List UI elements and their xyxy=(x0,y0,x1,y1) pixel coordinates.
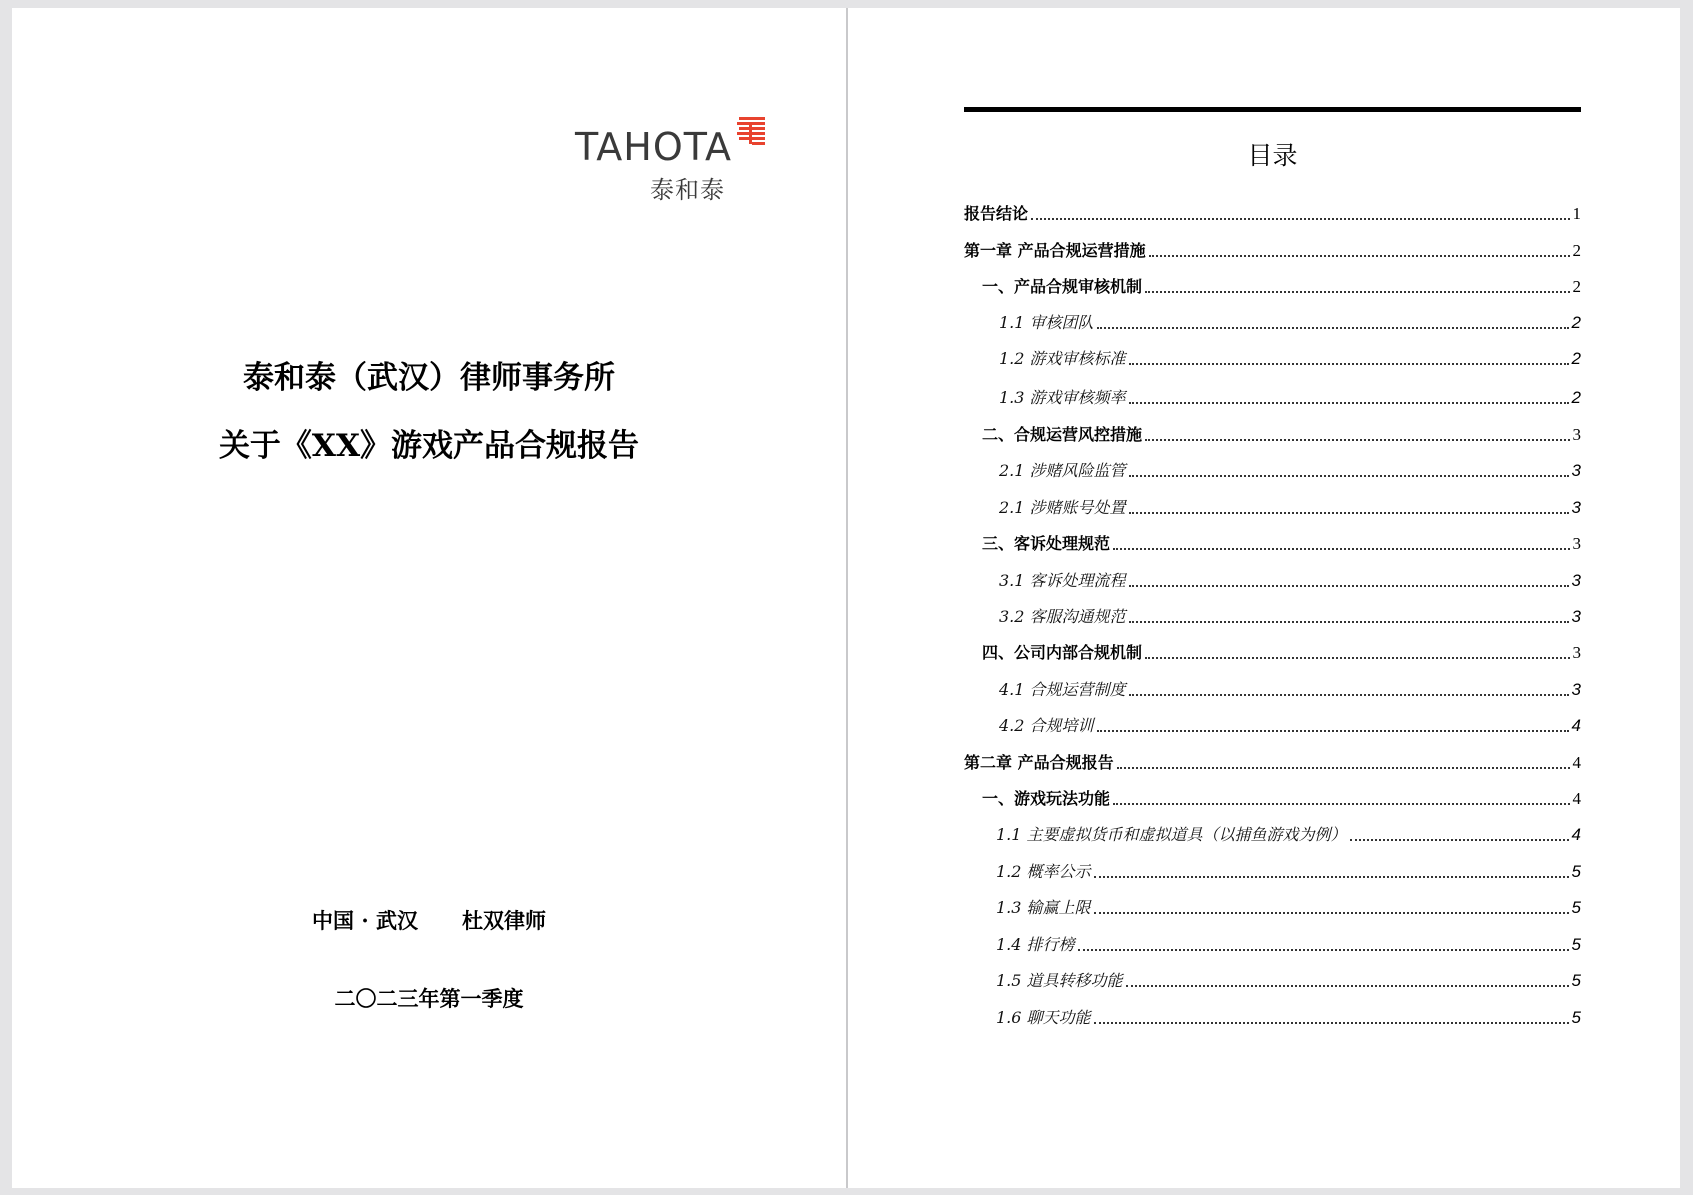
toc-dot-leader xyxy=(1129,584,1569,587)
cover-location: 中国 · 武汉 xyxy=(312,908,418,933)
toc-entry[interactable] xyxy=(964,787,1581,809)
toc-entry-label: 1.6 聊天功能 xyxy=(996,1008,1091,1027)
toc-entry-label: 2.1 涉赌风险监管 xyxy=(999,461,1126,480)
toc-entry-label: 1.5 道具转移功能 xyxy=(996,971,1123,990)
toc-dot-leader xyxy=(1094,875,1569,878)
toc-title: 目录 xyxy=(1247,141,1298,170)
toc-entry[interactable] xyxy=(964,496,1581,518)
toc-entry[interactable] xyxy=(964,678,1581,700)
toc-entry-page: 5 xyxy=(1571,935,1581,954)
toc-top-rule xyxy=(964,107,1581,112)
toc-entry[interactable] xyxy=(964,423,1581,445)
toc-entry-label: 3.1 客诉处理流程 xyxy=(999,571,1126,590)
toc-entry-page: 3 xyxy=(1571,607,1581,626)
toc-dot-leader xyxy=(1145,290,1569,293)
toc-entry-page: 3 xyxy=(1571,498,1581,517)
toc-entry-label: 第一章 产品合规运营措施 xyxy=(964,241,1146,260)
toc-entry-label: 1.4 排行榜 xyxy=(996,935,1075,954)
cover-author: 杜双律师 xyxy=(461,908,546,933)
toc-dot-leader xyxy=(1031,217,1569,220)
toc-entry-label: 二、合规运营风控措施 xyxy=(982,425,1143,444)
toc-entry-label: 1.2 游戏审核标准 xyxy=(999,349,1126,368)
toc-entry-page: 2 xyxy=(1572,277,1581,296)
toc-dot-leader xyxy=(1097,326,1569,329)
toc-entry-page: 3 xyxy=(1571,461,1581,480)
toc-entry[interactable] xyxy=(964,823,1581,845)
toc-entry-label: 3.2 客服沟通规范 xyxy=(999,607,1126,626)
logo-text-cn: 泰和泰 xyxy=(650,176,725,204)
toc-entry-page: 2 xyxy=(1572,241,1581,260)
toc-dot-leader xyxy=(1094,911,1569,914)
cover-location-author xyxy=(12,905,846,935)
toc-entry-label: 报告结论 xyxy=(964,204,1029,223)
toc-entry-page: 1 xyxy=(1572,204,1581,223)
toc-entry[interactable] xyxy=(964,311,1581,333)
cover-date: 二〇二三年第一季度 xyxy=(334,986,524,1011)
toc-entry[interactable] xyxy=(964,969,1581,991)
logo-mark-icon xyxy=(737,117,767,145)
toc-entry[interactable] xyxy=(964,860,1581,882)
toc-entry-label: 四、公司内部合规机制 xyxy=(982,643,1143,662)
toc-entry-label: 2.1 涉赌账号处置 xyxy=(999,498,1126,517)
toc-dot-leader xyxy=(1117,766,1570,769)
cover-title-firm: 泰和泰（武汉）律师事务所 xyxy=(243,360,615,396)
toc-entry-label: 4.1 合规运营制度 xyxy=(999,680,1126,699)
toc-dot-leader xyxy=(1350,838,1569,841)
toc-dot-leader xyxy=(1129,620,1569,623)
toc-entry-page: 5 xyxy=(1571,971,1581,990)
toc-dot-leader xyxy=(1129,511,1569,514)
toc-entry[interactable] xyxy=(964,605,1581,627)
toc-entry[interactable] xyxy=(964,714,1581,736)
toc-entry-page: 3 xyxy=(1571,680,1581,699)
tahota-logo xyxy=(575,115,775,205)
toc-entry-page: 3 xyxy=(1572,425,1581,444)
toc-entry-page: 2 xyxy=(1571,313,1581,332)
toc-entry[interactable] xyxy=(964,641,1581,663)
toc-entry[interactable] xyxy=(964,202,1581,224)
toc-entry[interactable] xyxy=(964,933,1581,955)
toc-entry[interactable] xyxy=(964,239,1581,261)
logo-text-en: TAHOTA xyxy=(575,125,732,169)
toc-entry-page: 4 xyxy=(1572,753,1581,772)
toc-entry-page: 2 xyxy=(1571,388,1581,407)
toc-entry[interactable] xyxy=(964,532,1581,554)
toc-dot-leader xyxy=(1149,254,1570,257)
toc-entry-page: 5 xyxy=(1571,1008,1581,1027)
toc-entry[interactable] xyxy=(964,386,1581,408)
toc-entry[interactable] xyxy=(964,275,1581,297)
toc-dot-leader xyxy=(1078,948,1569,951)
toc-entry-label: 三、客诉处理规范 xyxy=(982,534,1111,553)
toc-entry-page: 3 xyxy=(1572,534,1581,553)
toc-entry-page: 4 xyxy=(1571,716,1581,735)
toc-dot-leader xyxy=(1129,362,1569,365)
toc-dot-leader xyxy=(1097,729,1569,732)
toc-entry-page: 4 xyxy=(1572,789,1581,808)
toc-dot-leader xyxy=(1129,401,1569,404)
toc-entry-page: 3 xyxy=(1572,643,1581,662)
cover-title-report: 关于《XX》游戏产品合规报告 xyxy=(218,428,640,464)
toc-entry-page: 5 xyxy=(1571,862,1581,881)
toc-entry-page: 3 xyxy=(1571,571,1581,590)
toc-entry-label: 1.1 主要虚拟货币和虚拟道具（以捕鱼游戏为例） xyxy=(996,825,1347,844)
toc-entry-page: 4 xyxy=(1571,825,1581,844)
toc-dot-leader xyxy=(1129,474,1569,477)
toc-entry[interactable] xyxy=(964,347,1581,369)
toc-entry-label: 第二章 产品合规报告 xyxy=(964,753,1114,772)
toc-entry[interactable] xyxy=(964,569,1581,591)
toc-entry-label: 1.1 审核团队 xyxy=(999,313,1094,332)
toc-entry[interactable] xyxy=(964,896,1581,918)
page-divider xyxy=(846,8,848,1188)
toc-entry-label: 一、产品合规审核机制 xyxy=(982,277,1143,296)
toc-dot-leader xyxy=(1113,547,1569,550)
toc-entry-label: 1.2 概率公示 xyxy=(996,862,1091,881)
toc-entry[interactable] xyxy=(964,751,1581,773)
toc-dot-leader xyxy=(1126,984,1569,987)
toc-entry-page: 5 xyxy=(1571,898,1581,917)
toc-entry-label: 1.3 游戏审核频率 xyxy=(999,388,1126,407)
toc-entry-page: 2 xyxy=(1571,349,1581,368)
toc-dot-leader xyxy=(1129,693,1569,696)
toc-dot-leader xyxy=(1094,1021,1569,1024)
toc-dot-leader xyxy=(1145,656,1569,659)
toc-dot-leader xyxy=(1113,802,1569,805)
toc-entry[interactable] xyxy=(964,459,1581,481)
toc-entry-label: 一、游戏玩法功能 xyxy=(982,789,1111,808)
toc-entry-label: 1.3 输赢上限 xyxy=(996,898,1091,917)
toc-entry-label: 4.2 合规培训 xyxy=(999,716,1094,735)
toc-entry[interactable] xyxy=(964,1006,1581,1028)
toc-dot-leader xyxy=(1145,438,1569,441)
